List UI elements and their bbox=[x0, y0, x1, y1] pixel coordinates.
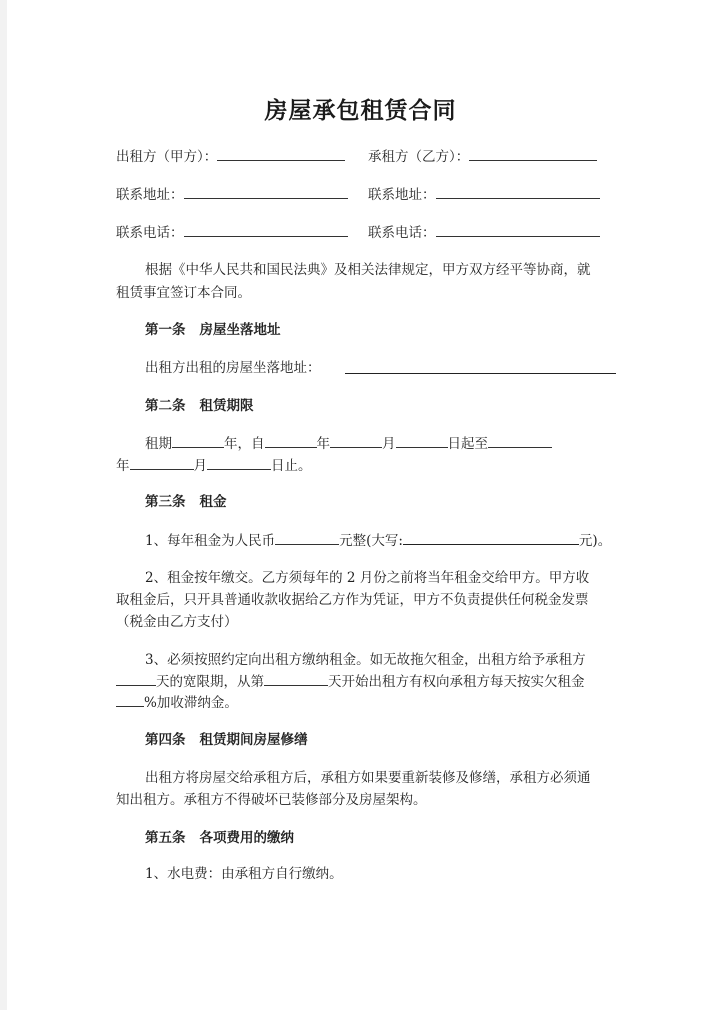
page-title: 房屋承包租赁合同 bbox=[264, 97, 457, 124]
lessor-row bbox=[116, 146, 345, 167]
rent-clause-2-line-2: 取租金后，只开具普通收款收据给乙方作为凭证，甲方不负责提供任何税金发票 bbox=[116, 592, 589, 608]
address-row-right bbox=[368, 184, 600, 205]
rent-clause-1 bbox=[145, 530, 611, 551]
address-label-right: 联系地址： bbox=[368, 187, 436, 203]
phone-row-left bbox=[116, 222, 348, 243]
rent-clause-3-line-1: 3、必须按照约定向出租方缴纳租金。如无故拖欠租金，出租方给予承租方 bbox=[145, 652, 586, 668]
rent-text-3: 元)。 bbox=[578, 533, 612, 549]
article-4-title: 租赁期间房屋修缮 bbox=[199, 732, 308, 748]
rent-clause-2-line-1: 2、租金按年缴交。乙方须每年的 2 月份之前将当年租金交给甲方。甲方收 bbox=[145, 570, 590, 586]
article-3-title: 租金 bbox=[199, 494, 227, 510]
article-1-title: 房屋坐落地址 bbox=[199, 322, 281, 338]
start-year-blank bbox=[265, 433, 317, 448]
article-2-number: 第二条 bbox=[145, 398, 186, 414]
article-5-number: 第五条 bbox=[145, 830, 186, 846]
term-text-8: 日止。 bbox=[271, 458, 312, 474]
rent-clause-3-text-a: 天的宽限期，从第 bbox=[156, 674, 264, 690]
lessor-label: 出租方（甲方）： bbox=[116, 149, 218, 165]
start-month-blank bbox=[330, 433, 382, 448]
phone-blank-right bbox=[436, 222, 600, 237]
preamble-line-2: 租赁事宜签订本合同。 bbox=[116, 285, 251, 301]
term-text-5: 日起至 bbox=[447, 436, 488, 452]
end-day-blank bbox=[207, 455, 271, 470]
rent-clause-3-line-2 bbox=[116, 671, 585, 692]
document-page bbox=[7, 0, 721, 1010]
lease-term-line-2 bbox=[116, 455, 312, 476]
lessee-label: 承租方（乙方）： bbox=[368, 149, 470, 165]
article-1-heading bbox=[145, 320, 281, 340]
repair-clause-line-1: 出租方将房屋交给承租方后，承租方如果要重新装修及修缮，承租方必须通 bbox=[145, 770, 591, 786]
term-text-1: 租期 bbox=[145, 436, 172, 452]
term-text-2: 年，自 bbox=[224, 436, 265, 452]
lessor-blank bbox=[217, 146, 345, 161]
term-text-3: 年 bbox=[316, 436, 330, 452]
lessee-blank bbox=[469, 146, 597, 161]
article-3-heading bbox=[145, 492, 227, 512]
term-text-4: 月 bbox=[382, 436, 396, 452]
lessee-row bbox=[368, 146, 597, 167]
article-1-text: 出租方出租的房屋坐落地址： bbox=[145, 360, 321, 376]
rent-clause-3-text-b: 天开始出租方有权向承租方每天按实欠租金 bbox=[328, 674, 585, 690]
address-row-left bbox=[116, 184, 348, 205]
phone-row-right bbox=[368, 222, 600, 243]
article-4-number: 第四条 bbox=[145, 732, 186, 748]
lease-term-line-1 bbox=[145, 433, 552, 454]
address-blank-right bbox=[436, 184, 600, 199]
fees-clause-1: 1、水电费：由承租方自行缴纳。 bbox=[145, 866, 343, 882]
article-5-heading bbox=[145, 828, 294, 848]
term-text-6: 年 bbox=[116, 458, 130, 474]
rent-clause-2-line-3: （税金由乙方支付） bbox=[116, 614, 238, 630]
late-start-day-blank bbox=[264, 671, 328, 686]
address-label-left: 联系地址： bbox=[116, 187, 184, 203]
rent-text-1: 1、每年租金为人民币 bbox=[145, 533, 276, 549]
term-text-7: 月 bbox=[193, 458, 207, 474]
term-blank-years bbox=[172, 433, 224, 448]
phone-label-left: 联系电话： bbox=[116, 225, 184, 241]
rent-clause-3-line-3 bbox=[116, 692, 238, 713]
preamble-line-1: 根据《中华人民共和国民法典》及相关法律规定，甲方双方经平等协商，就 bbox=[145, 262, 591, 278]
article-3-number: 第三条 bbox=[145, 494, 186, 510]
article-2-heading bbox=[145, 396, 254, 416]
article-1-number: 第一条 bbox=[145, 322, 186, 338]
rent-text-2: 元整(大写: bbox=[339, 533, 403, 549]
address-blank-left bbox=[184, 184, 348, 199]
address-long-blank bbox=[345, 359, 616, 374]
end-year-blank bbox=[488, 433, 552, 448]
end-month-blank bbox=[130, 455, 194, 470]
article-1-text-row bbox=[145, 358, 321, 378]
phone-blank-left bbox=[184, 222, 348, 237]
phone-label-right: 联系电话： bbox=[368, 225, 436, 241]
rent-amount-blank bbox=[275, 530, 339, 545]
repair-clause-line-2: 知出租方。承租方不得破坏已装修部分及房屋架构。 bbox=[116, 792, 427, 808]
late-fee-percent-blank bbox=[116, 692, 144, 707]
article-2-title: 租赁期限 bbox=[199, 398, 254, 414]
article-5-title: 各项费用的缴纳 bbox=[199, 830, 294, 846]
grace-days-blank bbox=[116, 671, 156, 686]
article-4-heading bbox=[145, 730, 308, 750]
start-day-blank bbox=[396, 433, 448, 448]
rent-clause-3-text-c: %加收滞纳金。 bbox=[144, 695, 238, 711]
rent-amount-words-blank bbox=[403, 530, 579, 545]
